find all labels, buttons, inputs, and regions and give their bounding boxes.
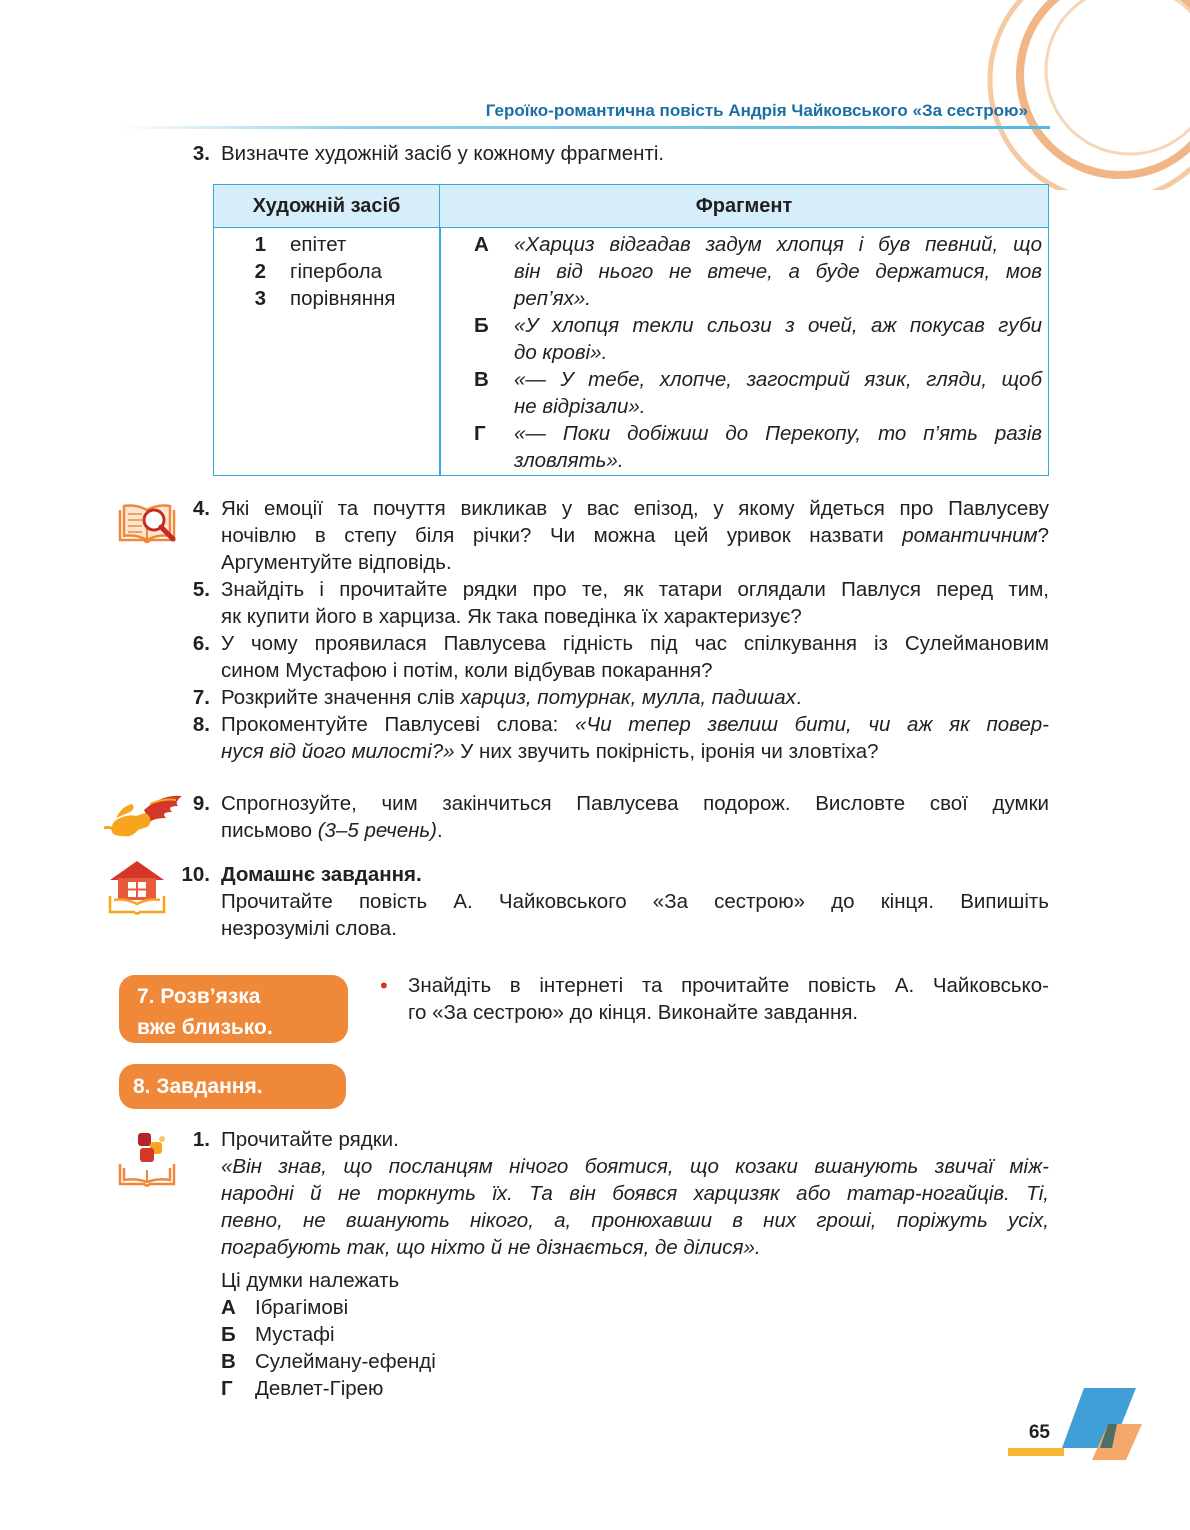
quote-line: «Він знав, що посланцям нічого боятися, що козаки вшанують звичаї між-: [221, 1155, 1049, 1178]
q10-title: Домашнє завдання.: [221, 863, 422, 886]
q9-text-part: .: [437, 819, 443, 842]
q6-text: [221, 630, 1049, 684]
quote-line: певно, не вшанують нікого, а, пронюхавши в них гроші, поріжуть усіх,: [221, 1209, 1049, 1232]
q9-text-part: письмово: [221, 819, 318, 842]
s8-q1-quote: [221, 1153, 1049, 1261]
s8-q1-intro: Прочитайте рядки.: [221, 1128, 399, 1151]
fragment-item: [474, 366, 1044, 420]
shapes-book-icon: [116, 1130, 178, 1188]
device-list: [250, 231, 440, 312]
q4-italic-word: романтичним: [902, 524, 1038, 547]
fragment-line: не відрізали».: [514, 395, 646, 418]
section7-line: Знайдіть в інтернеті та прочитайте повість А. Чайковсько-: [408, 974, 1049, 997]
option-text: Мустафі: [255, 1323, 335, 1346]
device-item: [250, 258, 440, 285]
fragment-line: до крові».: [514, 341, 608, 364]
fragment-letter: В: [474, 368, 489, 391]
quote-line: пограбують так, що ніхто й не дізнається, де ділися».: [221, 1236, 761, 1259]
q6-line: сином Мустафою і потім, коли відбував покарання?: [221, 659, 713, 682]
bullet-icon: •: [380, 973, 388, 998]
q4-line: Аргументуйте відповідь.: [221, 551, 452, 574]
page-number: 65: [1028, 1422, 1050, 1443]
option-text: Девлет-Гірею: [255, 1377, 384, 1400]
footer-parallelogram-decoration: [1060, 1386, 1160, 1462]
fragment-line: він від нього не втече, а буде держатися, мов: [514, 260, 1042, 283]
q10-line: Прочитайте повість А. Чайковського «За сестрою» до кінця. Випишіть: [221, 890, 1049, 913]
q5-line: як купити його в харциза. Як така поведінка їх характеризує?: [221, 605, 802, 628]
table-header-device: Художній засіб: [214, 185, 440, 228]
fragment-text: [514, 231, 1042, 312]
s8-q1-number: 1.: [192, 1128, 210, 1151]
section-tag-line: вже близько.: [137, 1016, 273, 1039]
fragment-line: «У хлопця текли сльози з очей, аж покусав губи: [514, 314, 1042, 337]
fragment-line: «Харциз відгадав задум хлопця і був певний, що: [514, 233, 1042, 256]
q8-text: [221, 711, 1049, 765]
q9-number: 9.: [192, 792, 210, 815]
option-letter: В: [221, 1350, 236, 1373]
fragment-line: «— У тебе, хлопче, загострий язик, гляди, щоб: [514, 368, 1042, 391]
q7-number: 7.: [192, 686, 210, 709]
q8-quote: нуся від його милості?»: [221, 740, 455, 763]
table-header-fragment: Фрагмент: [440, 185, 1048, 228]
answer-option: [221, 1294, 621, 1321]
q10-number: 10.: [181, 863, 210, 886]
q7-text: [221, 684, 1049, 711]
section-tag-7: [119, 975, 348, 1043]
q7-text-part: .: [795, 686, 802, 709]
s8-q1-question: Ці думки належать: [221, 1269, 400, 1292]
q8-line: [221, 711, 1049, 738]
section7-text: [408, 972, 1049, 1026]
book-magnifier-icon: [116, 500, 178, 548]
fragment-text: [514, 312, 1042, 366]
quote-line: народні й не торкнуть їх. Та він боявся харцизяк або татар-ногайців. Ті,: [221, 1182, 1049, 1205]
fragment-text: [514, 366, 1042, 420]
header-divider: [120, 126, 1050, 129]
device-num: 1: [254, 233, 266, 256]
q9-line: [221, 817, 1049, 844]
running-header-title: Героїко-романтична повість Андрія Чайковського «За сестрою»: [485, 101, 1028, 120]
fragment-letter: Г: [474, 422, 486, 445]
corner-arcs-decoration: [960, 0, 1190, 190]
section-tag-line: 7. Розв’язка: [137, 985, 261, 1008]
device-num: 2: [254, 260, 266, 283]
page-number-underline: [1008, 1448, 1064, 1456]
q9-line: Спрогнозуйте, чим закінчиться Павлусева подорож. Висловте свої думки: [221, 792, 1049, 815]
q4-text: [221, 495, 1049, 576]
option-letter: А: [221, 1296, 236, 1319]
answer-options: [221, 1294, 621, 1402]
q4-line: Які емоції та почуття викликав у вас епізод, у якому йдеться про Павлусеву: [221, 497, 1049, 520]
section7-line: го «За сестрою» до кінця. Виконайте завдання.: [408, 1001, 859, 1024]
answer-option: [221, 1375, 621, 1402]
q4-number: 4.: [192, 497, 210, 520]
q7-italic-words: харциз, потурнак, мулла, падишах: [460, 686, 796, 709]
fragment-line: зловлять».: [514, 449, 624, 472]
fragment-item: [474, 420, 1044, 474]
section-tag-8: 8. Завдання.: [119, 1064, 346, 1109]
home-book-icon: [106, 858, 168, 916]
fragment-letter: Б: [474, 314, 489, 337]
device-name: епітет: [290, 233, 347, 256]
q6-number: 6.: [192, 632, 210, 655]
option-text: Сулейману-ефенді: [255, 1350, 436, 1373]
q10-text: [221, 861, 1049, 942]
q4-text-part: ночівлю в степу біля річки? Чи можна цей уривок назвати: [221, 524, 903, 547]
q8-text-part: У них звучить покірність, іронія чи зловтіха?: [454, 740, 879, 763]
q5-number: 5.: [192, 578, 210, 601]
device-item: [250, 285, 440, 312]
device-item: [250, 231, 440, 258]
option-letter: Г: [221, 1377, 233, 1400]
q8-quote: «Чи тепер звелиш бити, чи аж як повер-: [575, 713, 1050, 736]
option-text: Ібрагімові: [255, 1296, 349, 1319]
q4-line: [221, 522, 1049, 549]
device-num: 3: [254, 287, 266, 310]
q6-line: У чому проявилася Павлусева гідність під час спілкування із Сулеймановим: [221, 632, 1049, 655]
q7-text-part: Розкрийте значення слів: [221, 686, 461, 709]
device-name: порівняння: [290, 287, 396, 310]
q5-text: [221, 576, 1049, 630]
q9-italic-part: (3–5 речень): [317, 819, 438, 842]
q9-text: [221, 790, 1049, 844]
fragment-line: «— Поки добіжиш до Перекопу, то п’ять разів: [514, 422, 1042, 445]
fragment-item: [474, 312, 1044, 366]
option-letter: Б: [221, 1323, 236, 1346]
q3-text: Визначте художній засіб у кожному фрагменті.: [221, 142, 665, 165]
fragment-text: [514, 420, 1042, 474]
fragment-letter: А: [474, 233, 489, 256]
fragment-item: [474, 231, 1044, 312]
q10-line: незрозумілі слова.: [221, 917, 397, 940]
fragment-line: реп’ях».: [514, 287, 591, 310]
answer-option: [221, 1321, 621, 1348]
devices-fragments-table: [213, 184, 1049, 476]
answer-option: [221, 1348, 621, 1375]
q3-number: 3.: [192, 142, 210, 165]
fragment-list: [474, 231, 1044, 474]
q8-line: [221, 738, 1049, 765]
q8-text-part: Прокоментуйте Павлусеві слова:: [221, 713, 576, 736]
q5-line: Знайдіть і прочитайте рядки про те, як татари оглядали Павлуся перед тим,: [221, 578, 1049, 601]
q8-number: 8.: [192, 713, 210, 736]
q4-text-part: ?: [1037, 524, 1049, 547]
device-name: гіпербола: [290, 260, 382, 283]
